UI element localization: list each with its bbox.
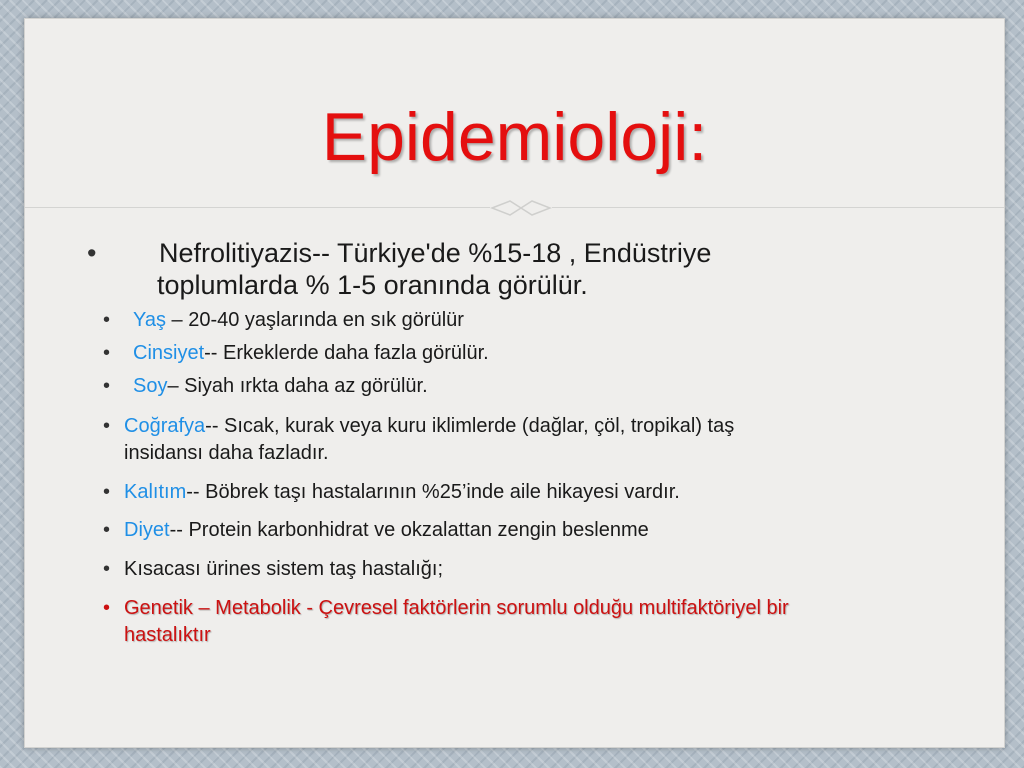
list-item xyxy=(133,373,428,399)
list-item xyxy=(124,479,680,505)
factor-term: Diyet xyxy=(124,519,170,541)
bullet: • xyxy=(103,375,111,397)
intro-line-1: Nefrolitiyazis-- Türkiye'de %15-18 , Endüstriye xyxy=(159,238,712,268)
intro-line-2: toplumlarda % 1-5 oranında görülür. xyxy=(157,270,588,300)
factor-term: Coğrafya xyxy=(124,415,206,437)
list-item xyxy=(124,517,649,543)
factor-text: – Siyah ırkta daha az görülür. xyxy=(167,375,428,397)
bullet: • xyxy=(103,415,111,437)
list-item xyxy=(133,340,489,366)
factor-text: – 20-40 yaşlarında en sık görülür xyxy=(165,309,464,331)
summary-text: Kısacası ürines sistem taş hastalığı; xyxy=(124,558,444,580)
conclusion-line-1: Genetik – Metabolik - Çevresel faktörlerin sorumlu olduğu multifaktöriyel bir xyxy=(124,597,789,619)
factor-term: Soy xyxy=(133,375,168,397)
list-item xyxy=(133,307,464,333)
factor-text: -- Protein karbonhidrat ve okzalattan zengin beslenme xyxy=(169,519,649,541)
factor-text: -- Sıcak, kurak veya kuru iklimlerde (dağlar, çöl, tropikal) taş xyxy=(205,415,735,437)
factor-term: Kalıtım xyxy=(124,481,187,503)
conclusion-line-2: hastalıktır xyxy=(124,624,211,646)
factor-term: Yaş xyxy=(133,309,166,331)
factor-term: Cinsiyet xyxy=(133,342,205,364)
factor-text: -- Böbrek taşı hastalarının %25’inde aile hikayesi vardır. xyxy=(186,481,680,503)
bullet: • xyxy=(103,342,111,364)
divider-ornament-icon xyxy=(490,199,552,217)
bullet: • xyxy=(103,558,111,580)
bullet: • xyxy=(103,597,111,619)
bullet: • xyxy=(103,309,111,331)
factor-text: -- Erkeklerde daha fazla görülür. xyxy=(204,342,489,364)
slide xyxy=(24,18,1005,748)
factor-text-line-2: insidansı daha fazladır. xyxy=(124,442,329,464)
list-item xyxy=(124,413,734,439)
bullet: • xyxy=(103,481,111,503)
bullet: • xyxy=(87,238,97,268)
bullet: • xyxy=(103,519,111,541)
slide-title: Epidemioloji: xyxy=(321,99,708,175)
